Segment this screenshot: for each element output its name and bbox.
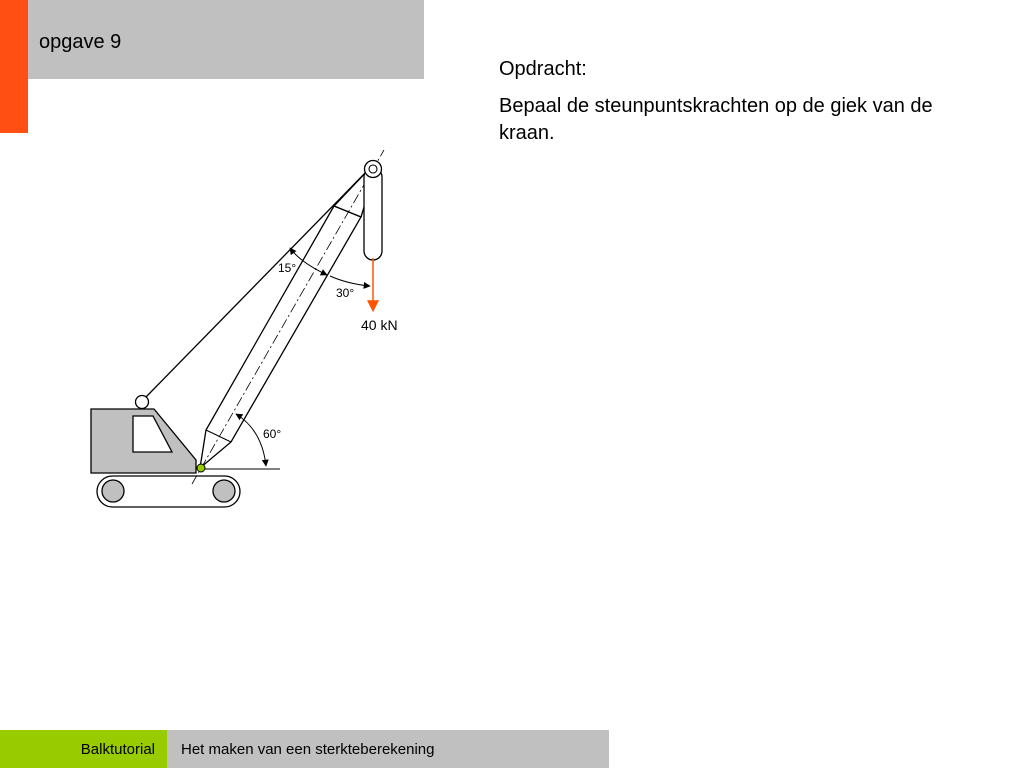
hook-block: [364, 168, 382, 260]
load-label: 40 kN: [361, 317, 398, 333]
footer-right-label: Het maken van een sterkteberekening: [181, 741, 435, 758]
assignment-text: Bepaal de steunpuntskrachten op de giek van de kraan.: [499, 95, 933, 144]
angle-label-cable: 15°: [278, 261, 297, 275]
assignment-heading: Opdracht:: [499, 58, 587, 80]
angle-label-load: 30°: [336, 286, 355, 300]
footer-left: [0, 730, 167, 768]
footer-left-label: Balktutorial: [80, 741, 155, 758]
slide-title: opgave 9: [39, 31, 122, 53]
boom-pivot: [197, 464, 205, 472]
tip-pulley-pin: [369, 165, 377, 173]
cable-anchor: [136, 396, 149, 409]
footer-right: [167, 730, 609, 768]
angle-arc-load: [330, 276, 370, 286]
angle-label-boom: 60°: [263, 427, 282, 441]
track-wheel-left: [102, 480, 124, 502]
track-wheel-right: [213, 480, 235, 502]
